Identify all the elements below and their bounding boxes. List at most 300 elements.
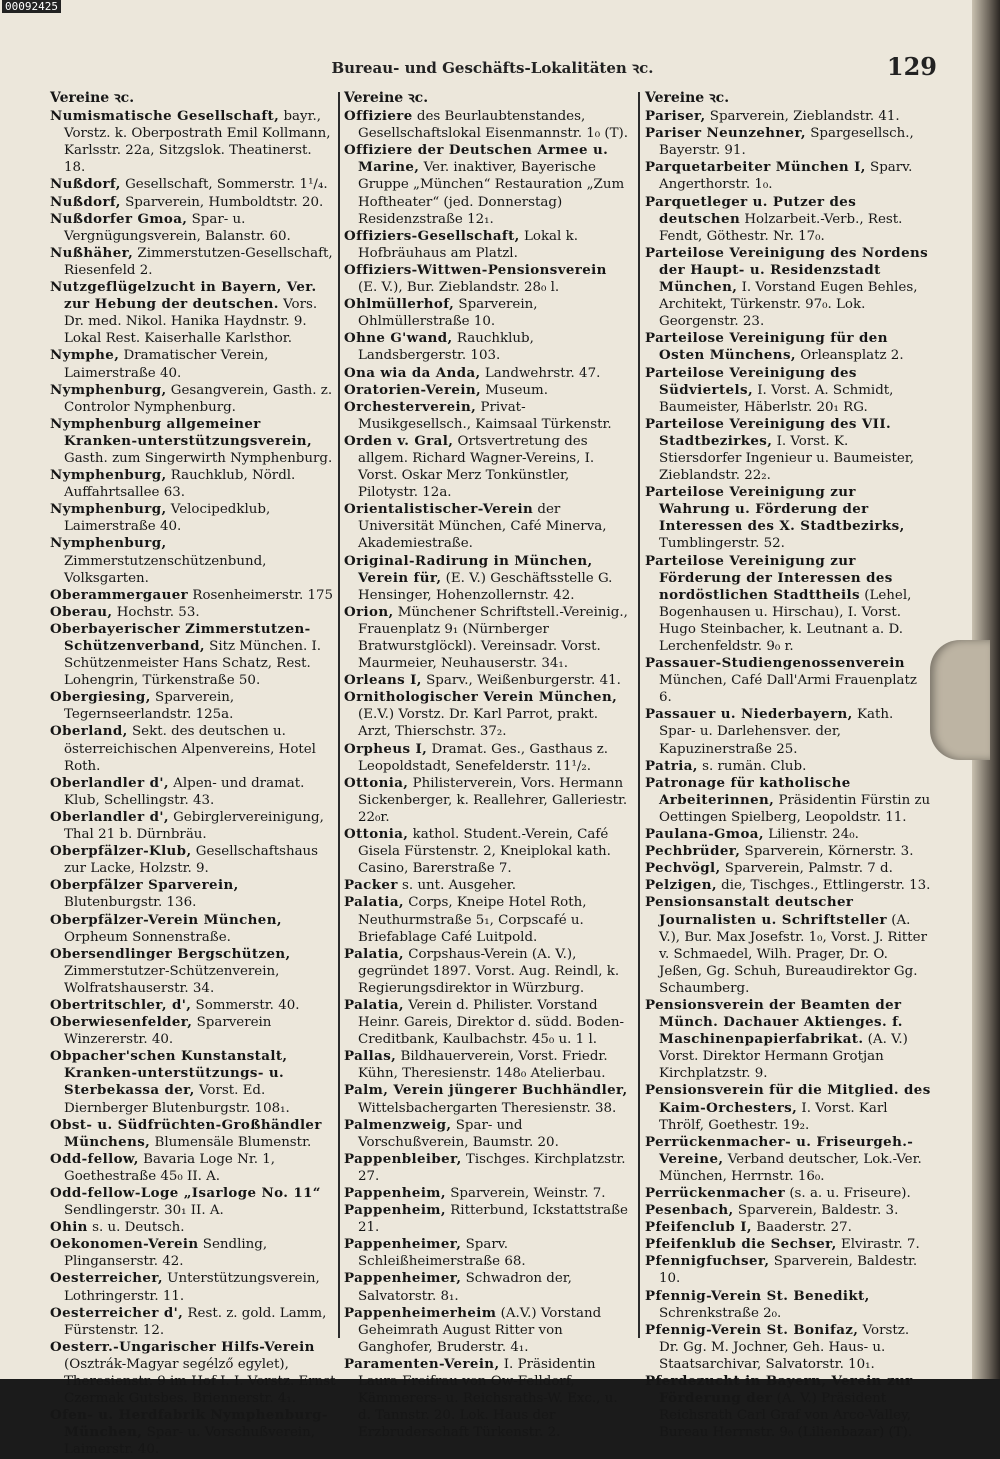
directory-entry bbox=[645, 860, 931, 877]
entry-name: Pfennig-Verein St. Bonifaz, bbox=[645, 1321, 859, 1338]
entry-details: Vorstz. Dr. Gg. M. Jochner, Geh. Haus- u. Staatsarchivar, Salvatorstr. 10₁. bbox=[659, 1322, 910, 1372]
entry-name: Parquetleger u. Putzer des deutschen bbox=[645, 193, 857, 227]
directory-entry bbox=[645, 706, 931, 757]
directory-entry bbox=[645, 894, 931, 997]
entry-details: Orpheum Sonnenstraße. bbox=[64, 929, 231, 945]
directory-entry bbox=[50, 467, 336, 501]
entry-details: Ritterbund, Ickstattstraße 21. bbox=[358, 1203, 628, 1236]
entry-name: Nymphenburg, bbox=[50, 501, 167, 518]
entry-name: Ornithologischer Verein München, bbox=[344, 689, 618, 706]
entry-details: Museum. bbox=[481, 382, 548, 398]
entry-details: Holzarbeit.-Verb., Rest. Fendt, Göthestr. Nr. 17₀. bbox=[659, 211, 903, 244]
directory-entry bbox=[645, 125, 931, 159]
entry-details: der Universität München, Café Minerva, Akademiestraße. bbox=[358, 502, 607, 552]
entry-name: Oberwiesenfelder, bbox=[50, 1014, 193, 1031]
entry-name: Ohin bbox=[50, 1219, 88, 1236]
entry-details: Verband deutscher, Lok.-Ver. München, Herrnstr. 16₀. bbox=[659, 1151, 922, 1184]
directory-entry bbox=[50, 416, 336, 467]
page-header bbox=[40, 52, 945, 84]
entry-name: Orleans I, bbox=[344, 672, 422, 689]
entry-name: Parteilose Vereinigung des Nordens der Haupt- u. Residenzstadt München, bbox=[645, 244, 929, 296]
entry-details: Sparverein, Ohlmüllerstraße 10. bbox=[358, 297, 538, 330]
directory-entry bbox=[50, 1014, 336, 1048]
entry-name: Nußhäher, bbox=[50, 244, 134, 261]
entry-name: Paramenten-Verein, bbox=[344, 1355, 500, 1372]
directory-entry bbox=[50, 843, 336, 877]
entry-name: Nymphenburg, bbox=[50, 381, 167, 398]
entry-details: Ver. inaktiver, Bayerische Gruppe „München“ Restauration „Zum Hoftheater“ (jed. Donnerstag) Residenzstraße 12₁. bbox=[358, 160, 625, 227]
directory-entry bbox=[344, 553, 630, 604]
directory-entry bbox=[50, 723, 336, 774]
entry-name: Nußdorf, bbox=[50, 193, 121, 210]
directory-entry bbox=[344, 997, 630, 1048]
entry-name: Pferdezucht in Bayern, Verein zur Förderung der bbox=[645, 1373, 913, 1407]
entry-name: Oekonomen-Verein bbox=[50, 1236, 199, 1253]
entry-name: Oberlandler d', bbox=[50, 774, 169, 791]
entry-name: Pfennig-Verein St. Benedikt, bbox=[645, 1287, 870, 1304]
directory-entry bbox=[344, 1117, 630, 1151]
entry-details: Privat-Musikgesellsch., Kaimsaal Türkenstr. bbox=[358, 399, 612, 432]
entry-name: Nymphe, bbox=[50, 347, 120, 364]
directory-entry bbox=[50, 689, 336, 723]
entry-details: (E. V.) Geschäftsstelle G. Hensinger, Hohenzollernstr. 42. bbox=[358, 570, 613, 603]
entry-name: Pelzigen, bbox=[645, 877, 717, 894]
entry-name: Ohlmüllerhof, bbox=[344, 296, 455, 313]
entry-name: Obertritschler, d', bbox=[50, 996, 192, 1013]
entry-name: Obergiesing, bbox=[50, 689, 151, 706]
directory-entry bbox=[645, 245, 931, 330]
directory-entry bbox=[50, 809, 336, 843]
entry-details: Tischges. Kirchplatzstr. 27. bbox=[358, 1151, 626, 1184]
directory-entry bbox=[50, 1407, 336, 1458]
directory-entry bbox=[344, 1185, 630, 1202]
directory-entry bbox=[344, 877, 630, 894]
entry-name: Patronage für katholische Arbeiterinnen, bbox=[645, 774, 851, 808]
directory-entry bbox=[344, 741, 630, 775]
entry-details: Sparverein, Zieblandstr. 41. bbox=[705, 109, 900, 125]
directory-entry bbox=[344, 262, 630, 296]
directory-entry bbox=[50, 604, 336, 621]
entry-name: Oesterreicher d', bbox=[50, 1304, 184, 1321]
entry-name: Nymphenburg allgemeiner Kranken-unterstützungsverein, bbox=[50, 415, 313, 449]
entry-name: Orden v. Gral, bbox=[344, 432, 454, 449]
directory-entry bbox=[344, 433, 630, 501]
entry-name: Orion, bbox=[344, 603, 394, 620]
scan-id: 00092425 bbox=[2, 0, 61, 13]
entry-name: Pappenbleiber, bbox=[344, 1150, 462, 1167]
entry-name: Ofen- u. Herdfabrik Nymphenburg-München, bbox=[50, 1407, 328, 1441]
directory-entry bbox=[50, 108, 336, 176]
entry-details: (E.V.) Vorstz. Dr. Karl Parrot, prakt. Arzt, Thierschstr. 37₂. bbox=[358, 707, 599, 740]
directory-entry bbox=[50, 382, 336, 416]
entry-details: Unterstützungsverein, Lothringerstr. 11. bbox=[64, 1271, 320, 1304]
entry-name: Paulana-Gmoa, bbox=[645, 826, 764, 843]
entry-details: Sekt. des deutschen u. österreichischen Alpenvereins, Hotel Roth. bbox=[64, 724, 316, 774]
entry-details: I. Präsidentin Laura Freifrau von Ow-Felldorf, Kämmerers- u. Reichsraths-W. Exc., u. d. Tannstr. 20. Lok. Haus der Erzbruderschaft Türkenstr. 2. bbox=[358, 1356, 618, 1441]
directory-entry bbox=[50, 194, 336, 211]
entry-name: Offiziers-Gesellschaft, bbox=[344, 227, 520, 244]
entry-details: kathol. Student.-Verein, Café Gisela Fürstenstr. 2, Kneiplokal kath. Casino, Barerstraße 7. bbox=[358, 827, 611, 877]
entry-name: Pappenheimer, bbox=[344, 1236, 462, 1253]
entry-details: Corps, Kneipe Hotel Roth, Neuthurmstraße 5₁, Corpscafé u. Briefablage Café Luitpold. bbox=[358, 895, 587, 945]
directory-entry bbox=[344, 399, 630, 433]
directory-entry bbox=[645, 1322, 931, 1373]
entry-details: (Lehel, Bogenhausen u. Hirschau), I. Vorst. Hugo Steinbacher, k. Leutnant a. D. Lerchenfeldstr. 9₀ r. bbox=[659, 587, 912, 654]
entry-details: Gesellschaft, Sommerstr. 1¹/₄. bbox=[120, 177, 328, 193]
entry-name: Parteilose Vereinigung für den Osten Münchens, bbox=[645, 330, 888, 364]
entry-name: Perrückenmacher- u. Friseurgeh.-Vereine, bbox=[645, 1133, 914, 1167]
entry-details: Zimmerstutzenschützenbund, Volksgarten. bbox=[64, 553, 267, 586]
directory-entry bbox=[645, 1288, 931, 1322]
entry-details: Dramat. Ges., Gasthaus z. Leopoldstadt, Senefelderstr. 11¹/₂. bbox=[358, 741, 609, 774]
directory-entry bbox=[50, 211, 336, 245]
entry-name: Obpacher'schen Kunstanstalt, Kranken-unterstützungs- u. Sterbekassa der, bbox=[50, 1048, 288, 1099]
column-heading: Vereine ꝛc. bbox=[50, 90, 135, 106]
entry-name: Pensionsanstalt deutscher Journalisten u. Schriftsteller bbox=[645, 894, 887, 928]
entry-name: Ottonia, bbox=[344, 774, 409, 791]
entry-name: Ohne G'wand, bbox=[344, 330, 453, 347]
column-2 bbox=[344, 90, 630, 1441]
entry-name: Parteilose Vereinigung zur Wahrung u. Förderung der Interessen des X. Stadtbezirks, bbox=[645, 484, 905, 535]
directory-entry bbox=[50, 621, 336, 689]
entry-details: s. u. Deutsch. bbox=[87, 1220, 185, 1236]
directory-entry bbox=[344, 1356, 630, 1441]
entry-name: Ottonia, bbox=[344, 826, 409, 843]
directory-entry bbox=[50, 775, 336, 809]
directory-entry bbox=[50, 1151, 336, 1185]
directory-entry bbox=[344, 1270, 630, 1304]
entry-details: des Beurlaubtenstandes, Gesellschaftslokal Eisenmannstr. 1₀ (T). bbox=[358, 109, 629, 142]
entry-name: Odd-fellow, bbox=[50, 1150, 139, 1167]
directory-entry bbox=[645, 1373, 931, 1441]
entry-name: Pallas, bbox=[344, 1048, 397, 1065]
entry-name: Pechvögl, bbox=[645, 860, 721, 877]
directory-entry bbox=[645, 826, 931, 843]
entry-details: Rauchklub, Landsbergerstr. 103. bbox=[358, 331, 534, 364]
entry-details: Rest. z. gold. Lamm, Fürstenstr. 12. bbox=[64, 1305, 327, 1338]
entry-name: Nymphenburg, bbox=[50, 467, 167, 484]
entry-details: I. Vorstand Eugen Behles, Architekt, Türkenstr. 97₀. Lok. Georgenstr. 23. bbox=[659, 280, 918, 330]
entry-details: (A. V.), Bur. Max Josefstr. 1₀, Vorst. J. Ritter v. Schmaedel, Wilh. Prager, Dr. O. Jeßen, Gg. Schuh, Bureaudirektor Gg. Schaumberg. bbox=[659, 912, 927, 996]
entry-name: Pappenheimer, bbox=[344, 1270, 462, 1287]
directory-entry bbox=[344, 365, 630, 382]
entry-details: Sparv. Angerthorstr. 1₀. bbox=[659, 160, 913, 193]
entry-details: Tumblingerstr. 52. bbox=[659, 536, 785, 552]
entry-details: Vors. Dr. med. Nikol. Hanika Haydnstr. 9. Lokal Rest. Kaiserhalle Karlsthor. bbox=[64, 297, 318, 347]
entry-name: Original-Radirung in München, Verein für, bbox=[344, 552, 593, 586]
directory-entry bbox=[50, 245, 336, 279]
entry-name: Oberammergauer bbox=[50, 586, 189, 603]
entry-details: Sparverein, Tegernseerlandstr. 125a. bbox=[64, 690, 235, 723]
directory-entry bbox=[645, 1185, 931, 1202]
directory-entry bbox=[50, 535, 336, 586]
entry-details: (Osztrák-Magyar segélző egylet), Theresienstr. 9 im Hof I. I. Vorstz. Ernst Czermak Gutsbes. Briennerstr. 4₁. bbox=[64, 1356, 336, 1407]
entry-details: Philisterverein, Vors. Hermann Sickenberger, k. Reallehrer, Galleriestr. 22₀r. bbox=[358, 775, 628, 825]
entry-details: Spar- u. Vorschußverein, Laimerstr. 40. bbox=[64, 1425, 316, 1458]
directory-entry bbox=[645, 1082, 931, 1133]
entry-details: Bavaria Loge Nr. 1, Goethestraße 45₀ II. A. bbox=[64, 1151, 276, 1184]
entry-details: Sparverein, Palmstr. 7 d. bbox=[720, 861, 893, 877]
directory-entry bbox=[50, 1219, 336, 1236]
entry-name: Orchesterverein, bbox=[344, 398, 477, 415]
directory-entry bbox=[344, 775, 630, 826]
entry-details: Landwehrstr. 47. bbox=[480, 365, 601, 381]
entry-name: Pappenheim, bbox=[344, 1185, 446, 1201]
entry-details: Dramatischer Verein, Laimerstraße 40. bbox=[64, 348, 269, 381]
entry-name: Palatia, bbox=[344, 945, 404, 962]
column-1 bbox=[50, 90, 336, 1459]
entry-details: Ortsvertretung des allgem. Richard Wagner-Vereins, I. Vorst. Oskar Merz Tonkünstler, Pilotystr. 12a. bbox=[358, 433, 595, 501]
directory-entry bbox=[645, 1219, 931, 1236]
entry-details: (A. V.) Vorst. Direktor Hermann Grotjan Kirchplatzstr. 9. bbox=[659, 1032, 908, 1082]
entry-details: Sparverein Winzererstr. 40. bbox=[64, 1015, 272, 1048]
entry-name: Palatia, bbox=[344, 996, 404, 1013]
directory-entry bbox=[50, 1339, 336, 1407]
directory-entry bbox=[344, 826, 630, 877]
entry-name: Patria, bbox=[645, 757, 698, 774]
column-rule bbox=[638, 92, 640, 1338]
entry-details: Schrenkstraße 2₀. bbox=[659, 1305, 782, 1321]
entry-name: Oberpfälzer-Klub, bbox=[50, 843, 192, 860]
entry-details: (s. a. u. Friseure). bbox=[785, 1186, 911, 1201]
directory-entry bbox=[645, 775, 931, 826]
directory-entry bbox=[50, 946, 336, 997]
directory-entry bbox=[50, 1270, 336, 1304]
entry-details: Bildhauerverein, Vorst. Friedr. Kühn, Theresienstr. 148₀ Atelierbau. bbox=[358, 1049, 608, 1082]
entry-details: Rauchklub, Nördl. Auffahrtsallee 63. bbox=[64, 468, 296, 501]
entry-name: Odd-fellow-Loge „Isarloge No. 11“ bbox=[50, 1185, 321, 1201]
entry-details: Gasth. zum Singerwirth Nymphenburg. bbox=[64, 450, 333, 466]
entry-name: Offiziere bbox=[344, 108, 413, 125]
entry-details: I. Vorst. K. Stiersdorfer Ingenieur u. Baumeister, Zieblandstr. 22₂. bbox=[659, 433, 914, 484]
directory-entry bbox=[344, 1236, 630, 1270]
directory-entry bbox=[50, 347, 336, 381]
entry-details: Sparverein, Baldestr. 10. bbox=[659, 1254, 918, 1287]
entry-name: Oberlandler d', bbox=[50, 808, 169, 825]
entry-details: Spar- und Vorschußverein, Baumstr. 20. bbox=[358, 1117, 559, 1150]
entry-details: Spar- u. Vergnügungsverein, Balanstr. 60. bbox=[64, 211, 291, 244]
entry-details: Sendling, Plinganserstr. 42. bbox=[64, 1237, 268, 1270]
entry-name: Oratorien-Verein, bbox=[344, 381, 482, 398]
directory-entry bbox=[344, 672, 630, 689]
directory-entry bbox=[645, 194, 931, 245]
directory-entry bbox=[50, 587, 336, 604]
entry-details: Hochstr. 53. bbox=[112, 604, 200, 620]
column-3 bbox=[645, 90, 931, 1441]
entry-name: Pechbrüder, bbox=[645, 843, 741, 860]
entry-name: Pfeifenklub die Sechser, bbox=[645, 1236, 837, 1253]
page-number: 129 bbox=[886, 52, 937, 81]
entry-details: Verein d. Philister. Vorstand Heinr. Gareis, Direktor d. südd. Boden-Creditbank, Kaulbachstr. 45₀ u. 1 l. bbox=[358, 997, 624, 1048]
entry-details: Sparverein, Körnerstr. 3. bbox=[740, 844, 914, 860]
entry-details: Münchener Schriftstell.-Vereinig., Frauenplatz 9₁ (Nürnberger Bratwurstglöckl). Vereinsadr. Vorst. Maurmeier, Neuhauserstr. 34₁. bbox=[358, 604, 628, 672]
directory-entry bbox=[645, 1134, 931, 1185]
entry-details: I. Vorst. A. Schmidt, Baumeister, Häberlstr. 20₁ RG. bbox=[659, 382, 894, 415]
entry-name: Palatia, bbox=[344, 894, 404, 911]
entry-name: Oesterr.-Ungarischer Hilfs-Verein bbox=[50, 1338, 315, 1355]
directory-entry bbox=[344, 228, 630, 262]
directory-entry bbox=[50, 1185, 336, 1219]
entry-details: Spargesellsch., Bayerstr. 91. bbox=[659, 126, 914, 159]
entry-name: Palm, Verein jüngerer Buchhändler, bbox=[344, 1082, 628, 1099]
entry-name: Oberpfälzer-Verein München, bbox=[50, 911, 282, 928]
directory-entry bbox=[645, 365, 931, 416]
directory-entry bbox=[645, 1253, 931, 1287]
directory-entry bbox=[50, 1117, 336, 1151]
column-rule bbox=[338, 92, 340, 1338]
entry-details: Rosenheimerstr. 175 bbox=[188, 587, 334, 603]
entry-details: s. rumän. Club. bbox=[697, 758, 807, 774]
entry-details: Velocipedklub, Laimerstraße 40. bbox=[64, 502, 271, 535]
entry-name: Pesenbach, bbox=[645, 1202, 734, 1219]
directory-entry bbox=[645, 108, 931, 125]
entry-name: Orpheus I, bbox=[344, 740, 428, 757]
entry-name: Offiziers-Wittwen-Pensionsverein bbox=[344, 261, 607, 278]
entry-name: Pensionsverein für die Mitglied. des Kaim-Orchesters, bbox=[645, 1082, 931, 1116]
directory-entry bbox=[344, 142, 630, 227]
directory-entry bbox=[645, 484, 931, 552]
directory-entry bbox=[344, 1082, 630, 1116]
directory-entry bbox=[50, 912, 336, 946]
entry-details: s. unt. Ausgeher. bbox=[397, 878, 516, 894]
entry-name: Passauer u. Niederbayern, bbox=[645, 706, 853, 723]
directory-entry bbox=[645, 159, 931, 193]
directory-entry bbox=[645, 877, 931, 894]
book-clip bbox=[930, 640, 990, 760]
entry-name: Nutzgeflügelzucht in Bayern, Ver. zur Hebung der deutschen. bbox=[50, 279, 317, 313]
entry-details: (A. V.) Präsident Reichsrath Carl Graf von Arco-Valley, Bureau Herrnstr. 9₀ (Lilienbazar) (T). bbox=[659, 1391, 913, 1441]
entry-details: Lokal k. Hofbräuhaus am Platzl. bbox=[358, 228, 578, 261]
entry-details: Orleansplatz 2. bbox=[795, 348, 904, 364]
entry-details: Blutenburgstr. 136. bbox=[64, 895, 197, 911]
entry-details: Zimmerstutzen-Gesellschaft, Riesenfeld 2. bbox=[64, 245, 333, 278]
directory-entry bbox=[50, 1048, 336, 1116]
entry-details: Zimmerstutzer-Schützenverein, Wolfratshauserstr. 34. bbox=[64, 963, 280, 996]
directory-entry bbox=[344, 1151, 630, 1185]
entry-details: Sparverein, Baldestr. 3. bbox=[733, 1203, 899, 1219]
entry-name: Oesterreicher, bbox=[50, 1270, 163, 1287]
directory-entry bbox=[344, 1202, 630, 1236]
entry-details: Vorst. Ed. Diernberger Blutenburgstr. 108₁. bbox=[64, 1083, 290, 1116]
directory-entry bbox=[50, 501, 336, 535]
entry-details: Sendlingerstr. 30₁ II. A. bbox=[64, 1203, 224, 1219]
directory-entry bbox=[50, 877, 336, 911]
directory-entry bbox=[344, 604, 630, 672]
entry-name: Pariser Neunzehner, bbox=[645, 125, 806, 142]
entry-details: Gesellschaftshaus zur Lacke, Holzstr. 9. bbox=[64, 844, 319, 877]
directory-entry bbox=[645, 1202, 931, 1219]
entry-details: (A.V.) Vorstand Geheimrath August Ritter von Ganghofer, Bruderstr. 4₁. bbox=[358, 1305, 602, 1355]
entry-name: Parquetarbeiter München I, bbox=[645, 159, 866, 176]
directory-entry bbox=[645, 330, 931, 364]
entry-details: Schwadron der, Salvatorstr. 8₁. bbox=[358, 1271, 572, 1304]
entry-details: die, Tischges., Ettlingerstr. 13. bbox=[716, 878, 931, 894]
entry-details: Sparv., Weißenburgerstr. 41. bbox=[421, 673, 621, 689]
entry-name: Packer bbox=[344, 877, 398, 894]
directory-entry bbox=[344, 946, 630, 997]
entry-details: bayr., Vorstz. k. Oberpostrath Emil Kollmann, Karlsstr. 22a, Sitzgslok. Theatinerst. 18. bbox=[64, 109, 331, 176]
entry-name: Parteilose Vereinigung des VII. Stadtbezirkes, bbox=[645, 415, 892, 449]
directory-entry bbox=[645, 843, 931, 860]
column-heading: Vereine ꝛc. bbox=[344, 90, 429, 106]
entry-name: Nußdorfer Gmoa, bbox=[50, 210, 188, 227]
entry-name: Numismatische Gesellschaft, bbox=[50, 108, 280, 125]
directory-entry bbox=[50, 1305, 336, 1339]
entry-details: Sparv. Schleißheimerstraße 68. bbox=[358, 1237, 526, 1270]
entry-name: Parteilose Vereinigung des Südviertels, bbox=[645, 364, 857, 398]
entry-details: I. Vorst. Karl Thrölf, Goethestr. 19₂. bbox=[659, 1100, 888, 1133]
directory-entry bbox=[50, 279, 336, 347]
directory-entry bbox=[344, 1048, 630, 1082]
entry-details: Wittelsbachergarten Theresienstr. 38. bbox=[358, 1100, 617, 1116]
entry-details: Elvirastr. 7. bbox=[836, 1237, 920, 1253]
directory-entry bbox=[344, 108, 630, 142]
entry-details: München, Café Dall'Armi Frauenplatz 6. bbox=[659, 673, 917, 706]
entry-name: Ona wia da Anda, bbox=[344, 364, 481, 381]
entry-name: Palmenzweig, bbox=[344, 1116, 452, 1133]
running-title: Bureau- und Geschäfts-Lokalitäten ꝛc. bbox=[331, 59, 654, 77]
entry-name: Oberland, bbox=[50, 723, 128, 740]
entry-name: Oberbayerischer Zimmerstutzen-Schützenverband, bbox=[50, 620, 311, 654]
entry-name: Orientalistischer-Verein bbox=[344, 501, 534, 518]
directory-entry bbox=[645, 1236, 931, 1253]
directory-entry bbox=[645, 553, 931, 656]
directory-entry bbox=[645, 655, 931, 706]
entry-name: Pfeifenclub I, bbox=[645, 1219, 752, 1236]
entry-details: Sommerstr. 40. bbox=[191, 997, 300, 1013]
directory-entry bbox=[344, 1305, 630, 1356]
directory-entry bbox=[50, 997, 336, 1014]
entry-details: Sitz München. I. Schützenmeister Hans Schatz, Rest. Lohengrin, Türkenstraße 50. bbox=[64, 639, 322, 689]
entry-details: Kath. Spar- u. Darlehensver. der, Kapuzinerstraße 25. bbox=[659, 707, 894, 757]
entry-name: Passauer-Studiengenossenverein bbox=[645, 655, 905, 672]
entry-name: Pappenheimerheim bbox=[344, 1304, 497, 1321]
entry-name: Perrückenmacher bbox=[645, 1185, 786, 1201]
directory-entry bbox=[645, 758, 931, 775]
directory-entry bbox=[344, 689, 630, 740]
entry-name: Oberpfälzer Sparverein, bbox=[50, 877, 239, 894]
entry-name: Pappenheim, bbox=[344, 1202, 446, 1219]
entry-name: Pariser, bbox=[645, 108, 706, 125]
entry-details: Präsidentin Fürstin zu Oettingen Spielberg, Leopoldstr. 11. bbox=[659, 792, 931, 825]
entry-name: Pfennigfuchser, bbox=[645, 1253, 770, 1270]
directory-entry bbox=[50, 176, 336, 193]
entry-name: Obersendlinger Bergschützen, bbox=[50, 945, 291, 962]
directory-entry bbox=[344, 501, 630, 552]
directory-entry bbox=[645, 416, 931, 484]
column-heading: Vereine ꝛc. bbox=[645, 90, 730, 106]
entry-name: Pensionsverein der Beamten der Münch. Dachauer Aktienges. f. Maschinenpapierfabrikat. bbox=[645, 996, 903, 1048]
entry-details: Blumensäle Blumenstr. bbox=[150, 1134, 312, 1150]
entry-details: Gesangverein, Gasth. z. Controlor Nymphenburg. bbox=[64, 382, 333, 415]
entry-name: Nußdorf, bbox=[50, 176, 121, 193]
entry-details: Gebirglervereinigung, Thal 21 b. Dürnbräu. bbox=[64, 809, 324, 843]
entry-details: Alpen- und dramat. Klub, Schellingstr. 43. bbox=[64, 775, 305, 808]
directory-entry bbox=[645, 997, 931, 1082]
entry-name: Oberau, bbox=[50, 603, 113, 620]
entry-name: Parteilose Vereinigung zur Förderung der Interessen des nordöstlichen Stadttheils bbox=[645, 552, 893, 603]
entry-details: (E. V.), Bur. Zieblandstr. 28₀ l. bbox=[358, 280, 560, 296]
entry-name: Offiziere der Deutschen Armee u. Marine, bbox=[344, 142, 609, 176]
directory-entry bbox=[344, 382, 630, 399]
entry-details: Sparverein, Humboldtstr. 20. bbox=[120, 194, 324, 210]
entry-name: Nymphenburg, bbox=[50, 535, 167, 552]
entry-details: Corpshaus-Verein (A. V.), gegründet 1897. Vorst. Aug. Reindl, k. Regierungsdirektor in Würzburg. bbox=[358, 946, 620, 996]
directory-entry bbox=[344, 894, 630, 945]
directory-entry bbox=[344, 296, 630, 330]
entry-name: Obst- u. Südfrüchten-Großhändler Münchens, bbox=[50, 1116, 322, 1150]
entry-details: Baaderstr. 27. bbox=[751, 1220, 852, 1236]
